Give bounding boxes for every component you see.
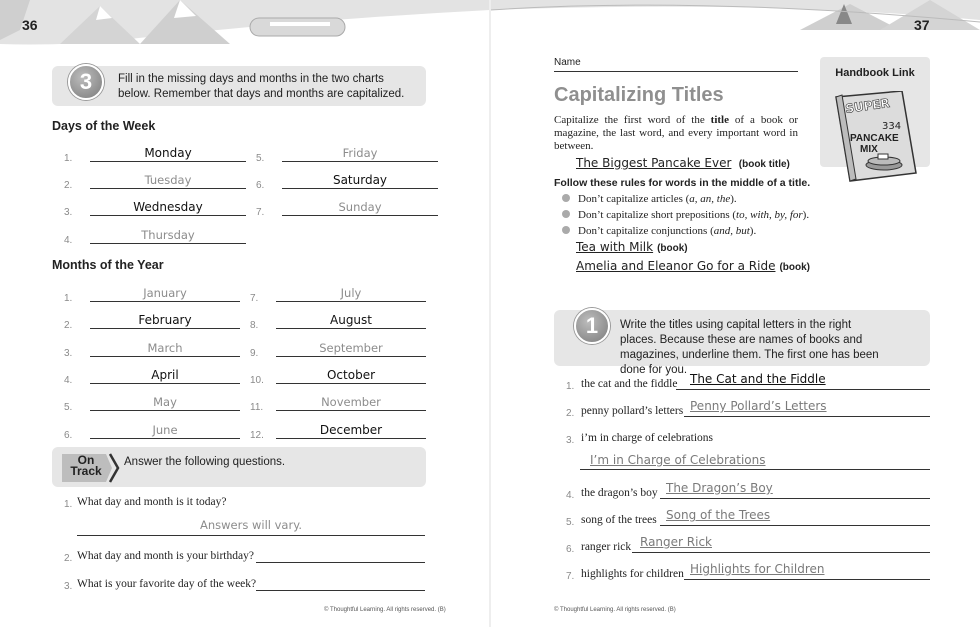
activity-instructions: Write the titles using capital letters in the right places. Because these are names of books and magazines, underline them. The first one has been done for you. (620, 319, 879, 376)
title-prompt: highlights for children (581, 568, 684, 580)
answer-line[interactable] (90, 161, 246, 162)
item-number: 3. (566, 435, 575, 446)
question-text: What day and month is your birthday? (77, 550, 254, 562)
name-label: Name (554, 57, 581, 68)
rule-text-bold: title (710, 114, 729, 126)
month-row (250, 419, 426, 441)
answer-line[interactable] (276, 301, 426, 302)
handwritten-answer: The Cat and the Fiddle (690, 372, 826, 386)
handbook-link-box (820, 57, 930, 167)
handwritten-answer: December (319, 423, 383, 437)
day-row (256, 196, 438, 218)
handwritten-answer: Ranger Rick (640, 535, 712, 549)
handwritten-answer: Song of the Trees (666, 508, 771, 522)
handwritten-answer: Wednesday (133, 200, 203, 214)
item-number: 2. (64, 320, 73, 331)
example-book-title (576, 156, 790, 170)
item-number: 1. (64, 293, 73, 304)
month-row (250, 309, 426, 331)
example-book-title (576, 259, 810, 273)
book-cover-word-super: SUPER (844, 95, 891, 116)
on-track-label-line2: Track (70, 464, 102, 478)
item-number: 2. (566, 408, 575, 419)
answer-line[interactable] (90, 215, 246, 216)
answer-line[interactable] (282, 161, 438, 162)
on-track-instructions: Answer the following questions. (124, 456, 286, 468)
item-number: 4. (64, 235, 73, 246)
bullet-text: Don’t capitalize short prepositions ( (578, 209, 737, 221)
book-cover-word-mix: MIX (860, 144, 878, 155)
answer-line[interactable] (580, 469, 930, 470)
answer-line[interactable] (276, 328, 426, 329)
book-cover-word-pancake: PANCAKE (850, 133, 899, 144)
rule-text-continued: of a book or magazine, the last word, and every important word in between. (554, 114, 798, 152)
rules-heading: Follow these rules for words in the middle of a title. (554, 177, 811, 189)
handwritten-answer: Monday (144, 146, 192, 160)
handwritten-answer: Penny Pollard’s Letters (690, 399, 827, 413)
handwritten-answer: July (340, 286, 362, 300)
example-title-tag: (book) (779, 262, 811, 273)
day-row (64, 224, 246, 246)
title-prompt: song of the trees (581, 514, 657, 526)
bullet-examples: to, with, by, for (736, 209, 803, 221)
bullet-examples: a, an, the (689, 193, 731, 205)
item-number: 3. (64, 348, 73, 359)
answer-line[interactable] (282, 188, 438, 189)
bullet-text: Don’t capitalize conjunctions ( (578, 225, 714, 237)
item-number: 5. (566, 517, 575, 528)
example-title-tag: (book title) (738, 159, 790, 170)
answer-line[interactable] (90, 410, 240, 411)
answer-line[interactable] (660, 498, 930, 499)
month-row (64, 282, 240, 304)
answer-line[interactable] (282, 215, 438, 216)
bullet-examples: and, but (713, 225, 750, 237)
item-number: 11. (250, 402, 264, 413)
bullet-dot-icon (562, 210, 570, 218)
handwritten-answer: August (330, 313, 372, 327)
page-number: 37 (914, 17, 930, 33)
handwritten-answer: Answers will vary. (199, 518, 303, 532)
question-text: What is your favorite day of the week? (77, 578, 257, 590)
question-number: 3. (64, 581, 73, 592)
bullet-dot-icon (562, 194, 570, 202)
activity-instructions: Fill in the missing days and months in the two charts below. Remember that days and months are capitalized. (118, 73, 405, 100)
rule-bullet (562, 193, 737, 205)
answer-line[interactable] (676, 389, 930, 390)
book-page-number: 334 (882, 121, 902, 132)
item-number: 8. (250, 320, 259, 331)
month-row (64, 309, 240, 331)
item-number: 2. (64, 180, 73, 191)
footer-copyright: © Thoughtful Learning. All rights reserved. (B) (554, 607, 676, 613)
handwritten-answer: Saturday (332, 173, 388, 187)
item-number: 6. (566, 544, 575, 555)
rule-bullet (562, 209, 809, 221)
answer-line[interactable] (77, 535, 425, 536)
item-number: 7. (256, 207, 265, 218)
page-title: Capitalizing Titles (554, 84, 724, 106)
rule-paragraph (554, 114, 798, 153)
month-row (64, 391, 240, 413)
example-title-text: The Biggest Pancake Ever (576, 156, 732, 170)
day-row (64, 196, 246, 218)
item-number: 7. (250, 293, 259, 304)
answer-line[interactable] (276, 356, 426, 357)
months-heading: Months of the Year (52, 258, 164, 272)
item-number: 1. (566, 381, 575, 392)
answer-line[interactable] (684, 579, 930, 580)
answer-line[interactable] (90, 243, 246, 244)
item-number: 12. (250, 430, 264, 441)
item-number: 5. (64, 402, 73, 413)
month-row (250, 364, 426, 386)
bullet-dot-icon (562, 226, 570, 234)
on-track-badge (62, 452, 122, 484)
handwritten-answer: Friday (342, 146, 378, 160)
rule-bullet (562, 225, 756, 237)
handwritten-answer: June (152, 423, 178, 437)
answer-line[interactable] (276, 383, 426, 384)
item-number: 1. (64, 153, 73, 164)
bullet-text-end: ). (802, 209, 810, 221)
month-row (250, 282, 426, 304)
handbook-link-title: Handbook Link (835, 67, 915, 79)
item-number: 10. (250, 375, 264, 386)
day-row (64, 169, 246, 191)
title-prompt: i’m in charge of celebrations (581, 432, 713, 444)
answer-line[interactable] (684, 416, 930, 417)
item-number: 5. (256, 153, 265, 164)
handwritten-answer: January (143, 286, 187, 300)
on-track-label-line1: On (77, 453, 95, 467)
handwritten-answer: I’m in Charge of Celebrations (590, 453, 766, 467)
activity-instruction-box (554, 310, 930, 376)
item-number: 7. (566, 571, 575, 582)
title-prompt: ranger rick (581, 541, 632, 553)
handwritten-answer: March (147, 341, 183, 355)
activity-number-badge: 1 (574, 308, 610, 344)
question-number: 1. (64, 499, 73, 510)
month-row (64, 419, 240, 441)
item-number: 4. (64, 375, 73, 386)
title-prompt: the cat and the fiddle (581, 378, 678, 390)
handwritten-answer: February (138, 313, 192, 327)
on-track-label (62, 455, 110, 477)
handwritten-answer: May (153, 395, 177, 409)
answer-line[interactable] (276, 410, 426, 411)
answer-line[interactable] (256, 562, 425, 563)
day-row (256, 142, 438, 164)
handwritten-answer: Thursday (141, 228, 195, 242)
handwritten-answer: April (151, 368, 179, 382)
example-title-text: Amelia and Eleanor Go for a Ride (576, 259, 776, 273)
answer-line[interactable] (90, 328, 240, 329)
question-text: What day and month is it today? (77, 496, 227, 508)
footer-copyright: © Thoughtful Learning. All rights reserved. (B) (324, 607, 446, 613)
handwritten-answer: November (321, 395, 381, 409)
answer-line[interactable] (90, 188, 246, 189)
day-row (256, 169, 438, 191)
title-prompt: penny pollard’s letters (581, 405, 684, 417)
answer-line[interactable] (256, 590, 425, 591)
day-row (64, 142, 246, 164)
item-number: 4. (566, 490, 575, 501)
answer-line[interactable] (660, 525, 930, 526)
answer-line[interactable] (90, 383, 240, 384)
page-number: 36 (22, 17, 38, 33)
month-row (64, 337, 240, 359)
month-row (250, 337, 426, 359)
example-book-title (576, 240, 688, 254)
example-title-tag: (book) (657, 243, 688, 254)
bullet-text: Don’t capitalize articles ( (578, 193, 690, 205)
answer-line[interactable] (276, 438, 426, 439)
handwritten-answer: The Dragon’s Boy (666, 481, 773, 495)
month-row (250, 391, 426, 413)
activity-instruction-box (52, 66, 426, 106)
item-number: 3. (64, 207, 73, 218)
answer-line[interactable] (90, 356, 240, 357)
item-number: 6. (64, 430, 73, 441)
rule-text: Capitalize the first word of the (554, 114, 711, 126)
name-line[interactable] (554, 71, 798, 72)
handwritten-answer: Highlights for Children (690, 562, 825, 576)
handwritten-answer: October (326, 368, 376, 382)
days-heading: Days of the Week (52, 119, 156, 133)
answer-line[interactable] (632, 552, 930, 553)
handwritten-answer: Tuesday (144, 173, 192, 187)
month-row (64, 364, 240, 386)
answer-line[interactable] (90, 438, 240, 439)
handwritten-answer: September (319, 341, 383, 355)
question-number: 2. (64, 553, 73, 564)
bullet-text-end: ). (730, 193, 737, 205)
title-prompt: the dragon’s boy (581, 487, 658, 499)
item-number: 9. (250, 348, 259, 359)
right-page (490, 0, 980, 627)
bullet-text-end: ). (749, 225, 757, 237)
activity-number-badge: 3 (68, 64, 104, 100)
handwritten-answer: Sunday (338, 200, 382, 214)
answer-line[interactable] (90, 301, 240, 302)
example-title-text: Tea with Milk (576, 240, 654, 254)
item-number: 6. (256, 180, 265, 191)
pancake-book-icon (832, 91, 918, 183)
